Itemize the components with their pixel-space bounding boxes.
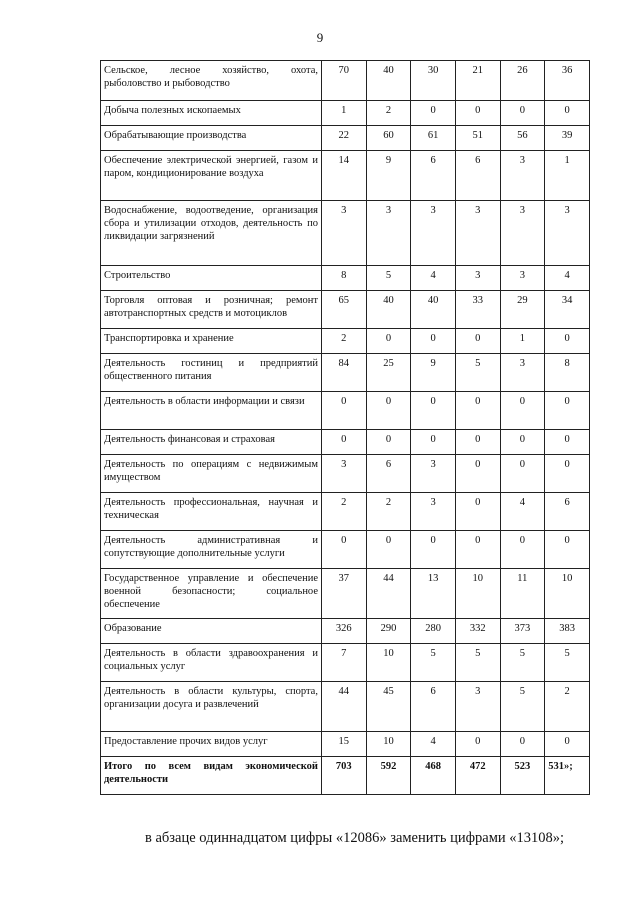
value-cell: 0 <box>500 455 545 493</box>
value-cell: 9 <box>411 354 456 392</box>
value-cell: 531»; <box>545 757 590 795</box>
table-row <box>101 455 590 493</box>
table-row <box>101 682 590 732</box>
activity-label: Деятельность в области культуры, спорта, организации досуга и развлечений <box>101 682 322 732</box>
activity-label: Деятельность гостиниц и предприятий общественного питания <box>101 354 322 392</box>
value-cell: 3 <box>321 455 366 493</box>
activity-label: Государственное управление и обеспечение военной безопасности; социальное обеспечение <box>101 569 322 619</box>
table-row <box>101 619 590 644</box>
value-cell: 0 <box>500 430 545 455</box>
table-total-row <box>101 757 590 795</box>
value-cell: 2 <box>366 493 411 531</box>
value-cell: 7 <box>321 644 366 682</box>
value-cell: 0 <box>455 493 500 531</box>
value-cell: 60 <box>366 126 411 151</box>
value-cell: 5 <box>366 266 411 291</box>
value-cell: 5 <box>455 354 500 392</box>
value-cell: 0 <box>455 455 500 493</box>
value-cell: 45 <box>366 682 411 732</box>
table-row <box>101 732 590 757</box>
activity-label: Добыча полезных ископаемых <box>101 101 322 126</box>
value-cell: 3 <box>455 682 500 732</box>
value-cell: 3 <box>411 493 456 531</box>
table-row <box>101 329 590 354</box>
value-cell: 0 <box>545 732 590 757</box>
activity-label: Обеспечение электрической энергией, газом и паром, кондиционирование воздуха <box>101 151 322 201</box>
value-cell: 0 <box>455 329 500 354</box>
value-cell: 0 <box>411 101 456 126</box>
value-cell: 326 <box>321 619 366 644</box>
value-cell: 3 <box>545 201 590 266</box>
value-cell: 21 <box>455 61 500 101</box>
value-cell: 0 <box>321 392 366 430</box>
value-cell: 0 <box>500 732 545 757</box>
value-cell: 703 <box>321 757 366 795</box>
data-table <box>100 60 590 795</box>
value-cell: 40 <box>411 291 456 329</box>
value-cell: 6 <box>366 455 411 493</box>
value-cell: 2 <box>545 682 590 732</box>
value-cell: 523 <box>500 757 545 795</box>
value-cell: 29 <box>500 291 545 329</box>
value-cell: 1 <box>321 101 366 126</box>
table-row <box>101 61 590 101</box>
value-cell: 4 <box>411 266 456 291</box>
value-cell: 0 <box>321 531 366 569</box>
value-cell: 39 <box>545 126 590 151</box>
value-cell: 290 <box>366 619 411 644</box>
value-cell: 3 <box>500 266 545 291</box>
value-cell: 34 <box>545 291 590 329</box>
value-cell: 0 <box>411 430 456 455</box>
value-cell: 5 <box>500 682 545 732</box>
value-cell: 0 <box>366 329 411 354</box>
activity-label: Сельское, лесное хозяйство, охота, рыболовство и рыбоводство <box>101 61 322 101</box>
value-cell: 3 <box>455 201 500 266</box>
value-cell: 61 <box>411 126 456 151</box>
value-cell: 70 <box>321 61 366 101</box>
value-cell: 383 <box>545 619 590 644</box>
value-cell: 8 <box>545 354 590 392</box>
value-cell: 44 <box>321 682 366 732</box>
value-cell: 332 <box>455 619 500 644</box>
value-cell: 0 <box>500 392 545 430</box>
value-cell: 6 <box>411 151 456 201</box>
table-row <box>101 392 590 430</box>
value-cell: 4 <box>545 266 590 291</box>
value-cell: 468 <box>411 757 456 795</box>
value-cell: 0 <box>321 430 366 455</box>
value-cell: 5 <box>455 644 500 682</box>
activity-label: Деятельность в области здравоохранения и социальных услуг <box>101 644 322 682</box>
activity-label: Предоставление прочих видов услуг <box>101 732 322 757</box>
value-cell: 10 <box>366 732 411 757</box>
value-cell: 5 <box>500 644 545 682</box>
table-row <box>101 531 590 569</box>
value-cell: 5 <box>545 644 590 682</box>
activity-label: Обрабатывающие производства <box>101 126 322 151</box>
value-cell: 2 <box>366 101 411 126</box>
value-cell: 36 <box>545 61 590 101</box>
value-cell: 1 <box>500 329 545 354</box>
value-cell: 9 <box>366 151 411 201</box>
value-cell: 6 <box>455 151 500 201</box>
table-row <box>101 266 590 291</box>
value-cell: 0 <box>545 430 590 455</box>
value-cell: 26 <box>500 61 545 101</box>
value-cell: 0 <box>455 732 500 757</box>
value-cell: 30 <box>411 61 456 101</box>
value-cell: 0 <box>455 392 500 430</box>
value-cell: 472 <box>455 757 500 795</box>
table-row <box>101 430 590 455</box>
value-cell: 3 <box>500 201 545 266</box>
value-cell: 51 <box>455 126 500 151</box>
value-cell: 0 <box>545 455 590 493</box>
activity-label: Торговля оптовая и розничная; ремонт автотранспортных средств и мотоциклов <box>101 291 322 329</box>
value-cell: 0 <box>366 531 411 569</box>
value-cell: 15 <box>321 732 366 757</box>
value-cell: 3 <box>411 201 456 266</box>
table-row <box>101 126 590 151</box>
value-cell: 13 <box>411 569 456 619</box>
value-cell: 0 <box>545 329 590 354</box>
activity-label: Деятельность финансовая и страховая <box>101 430 322 455</box>
value-cell: 8 <box>321 266 366 291</box>
value-cell: 5 <box>411 644 456 682</box>
table-row <box>101 151 590 201</box>
value-cell: 0 <box>500 531 545 569</box>
value-cell: 3 <box>366 201 411 266</box>
table-row <box>101 101 590 126</box>
value-cell: 37 <box>321 569 366 619</box>
value-cell: 2 <box>321 329 366 354</box>
table-row <box>101 644 590 682</box>
table-row <box>101 493 590 531</box>
value-cell: 40 <box>366 291 411 329</box>
activity-label: Деятельность профессиональная, научная и техническая <box>101 493 322 531</box>
value-cell: 0 <box>411 392 456 430</box>
activity-label: Деятельность административная и сопутствующие дополнительные услуги <box>101 531 322 569</box>
table-row <box>101 354 590 392</box>
table-row <box>101 569 590 619</box>
value-cell: 373 <box>500 619 545 644</box>
activity-label: Образование <box>101 619 322 644</box>
value-cell: 14 <box>321 151 366 201</box>
value-cell: 56 <box>500 126 545 151</box>
value-cell: 6 <box>545 493 590 531</box>
value-cell: 22 <box>321 126 366 151</box>
value-cell: 10 <box>545 569 590 619</box>
value-cell: 0 <box>411 329 456 354</box>
value-cell: 44 <box>366 569 411 619</box>
value-cell: 0 <box>366 430 411 455</box>
value-cell: 0 <box>366 392 411 430</box>
value-cell: 1 <box>545 151 590 201</box>
value-cell: 0 <box>411 531 456 569</box>
value-cell: 65 <box>321 291 366 329</box>
value-cell: 4 <box>500 493 545 531</box>
value-cell: 0 <box>455 531 500 569</box>
value-cell: 40 <box>366 61 411 101</box>
value-cell: 3 <box>455 266 500 291</box>
value-cell: 4 <box>411 732 456 757</box>
value-cell: 33 <box>455 291 500 329</box>
value-cell: 2 <box>321 493 366 531</box>
value-cell: 0 <box>455 430 500 455</box>
value-cell: 0 <box>455 101 500 126</box>
value-cell: 10 <box>366 644 411 682</box>
page-number: 9 <box>316 30 324 45</box>
activity-label: Строительство <box>101 266 322 291</box>
activity-label: Водоснабжение, водоотведение, организация сбора и утилизации отходов, деятельность по ликвидации загрязнений <box>101 201 322 266</box>
value-cell: 0 <box>545 531 590 569</box>
value-cell: 3 <box>500 151 545 201</box>
value-cell: 6 <box>411 682 456 732</box>
value-cell: 11 <box>500 569 545 619</box>
table-row <box>101 291 590 329</box>
value-cell: 10 <box>455 569 500 619</box>
value-cell: 0 <box>545 392 590 430</box>
value-cell: 592 <box>366 757 411 795</box>
activity-label: Транспортировка и хранение <box>101 329 322 354</box>
activity-label: Итого по всем видам экономической деятельности <box>101 757 322 795</box>
value-cell: 0 <box>545 101 590 126</box>
activity-label: Деятельность по операциям с недвижимым имуществом <box>101 455 322 493</box>
activity-label: Деятельность в области информации и связи <box>101 392 322 430</box>
value-cell: 3 <box>411 455 456 493</box>
value-cell: 84 <box>321 354 366 392</box>
value-cell: 0 <box>500 101 545 126</box>
value-cell: 25 <box>366 354 411 392</box>
value-cell: 280 <box>411 619 456 644</box>
value-cell: 3 <box>321 201 366 266</box>
value-cell: 3 <box>500 354 545 392</box>
table-row <box>101 201 590 266</box>
amendment-text: в абзаце одиннадцатом цифры «12086» заменить цифрами «13108»; <box>145 830 565 846</box>
